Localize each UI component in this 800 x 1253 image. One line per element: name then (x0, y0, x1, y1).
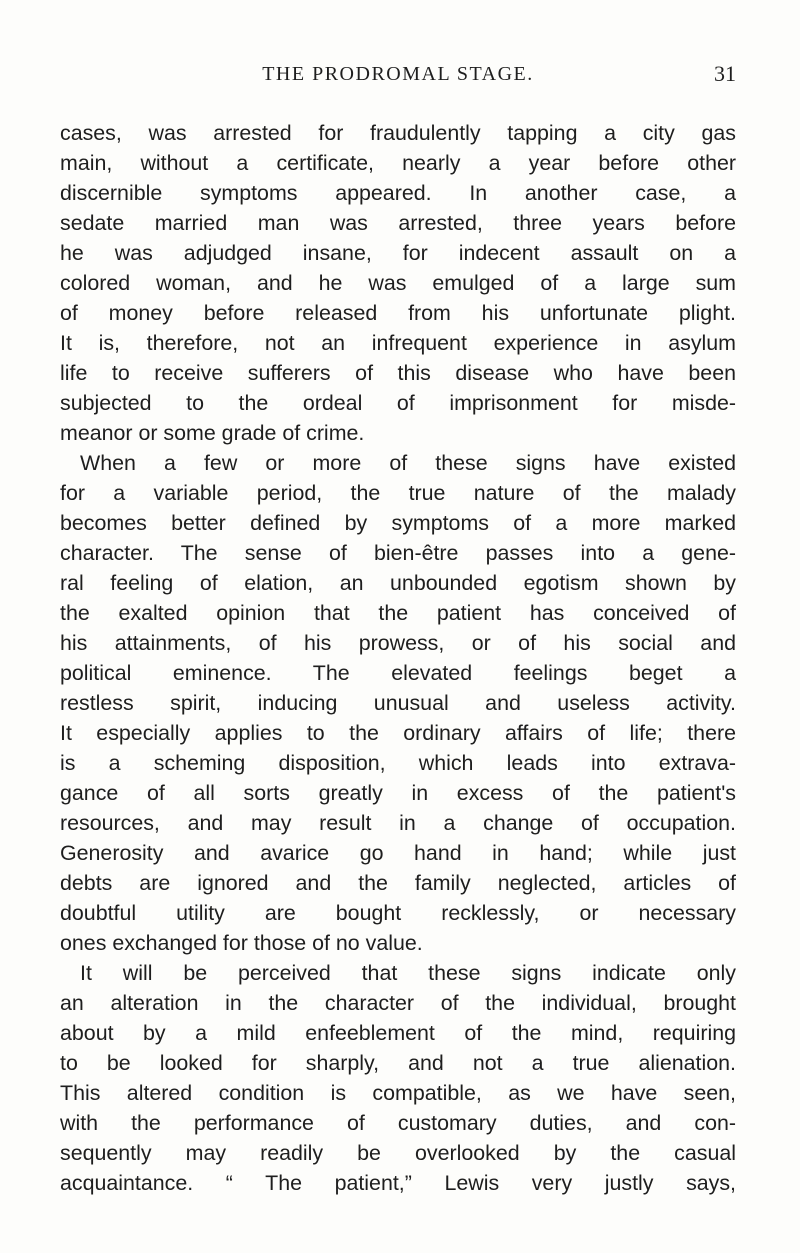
text-line: life to receive sufferers of this disease who have been (60, 361, 736, 385)
text-line: main, without a certificate, nearly a year before other (60, 151, 736, 175)
text-line: It is, therefore, not an infrequent experience in asylum (60, 331, 736, 355)
text-line: he was adjudged insane, for indecent assault on a (60, 241, 736, 265)
text-line: colored woman, and he was emulged of a large sum (60, 271, 736, 295)
text-line: meanor or some grade of crime. (60, 421, 365, 445)
text-line: is a scheming disposition, which leads into extrava- (60, 751, 736, 775)
text-line: It especially applies to the ordinary affairs of life; there (60, 721, 736, 745)
text-line: restless spirit, inducing unusual and useless activity. (60, 691, 736, 715)
chapter-title: THE PRODROMAL STAGE. (262, 63, 534, 85)
text-line: It will be perceived that these signs indicate only (80, 961, 736, 985)
text-line: about by a mild enfeeblement of the mind, requiring (60, 1021, 736, 1045)
page-number: 31 (714, 61, 736, 86)
running-head (60, 62, 736, 96)
text-line: sequently may readily be overlooked by the casual (60, 1141, 736, 1165)
text-line: with the performance of customary duties, and con- (60, 1111, 736, 1135)
text-line: cases, was arrested for fraudulently tapping a city gas (60, 121, 736, 145)
text-line: resources, and may result in a change of occupation. (60, 811, 736, 835)
text-line: becomes better defined by symptoms of a more marked (60, 511, 736, 535)
text-line: When a few or more of these signs have existed (80, 451, 736, 475)
text-line: This altered condition is compatible, as we have seen, (60, 1081, 736, 1105)
text-line: ones exchanged for those of no value. (60, 931, 423, 955)
text-line: an alteration in the character of the individual, brought (60, 991, 736, 1015)
text-line: gance of all sorts greatly in excess of the patient's (60, 781, 736, 805)
text-line: Generosity and avarice go hand in hand; while just (60, 841, 736, 865)
text-line: of money before released from his unfortunate plight. (60, 301, 736, 325)
text-line: acquaintance. “ The patient,” Lewis very justly says, (60, 1171, 736, 1195)
text-line: ral feeling of elation, an unbounded egotism shown by (60, 571, 736, 595)
text-line: discernible symptoms appeared. In another case, a (60, 181, 736, 205)
text-line: the exalted opinion that the patient has conceived of (60, 601, 736, 625)
text-line: his attainments, of his prowess, or of his social and (60, 631, 736, 655)
text-line: subjected to the ordeal of imprisonment for misde- (60, 391, 736, 415)
text-line: debts are ignored and the family neglected, articles of (60, 871, 736, 895)
text-line: to be looked for sharply, and not a true alienation. (60, 1051, 736, 1075)
text-line: sedate married man was arrested, three years before (60, 211, 736, 235)
text-line: for a variable period, the true nature of the malady (60, 481, 736, 505)
text-line: political eminence. The elevated feelings beget a (60, 661, 736, 685)
text-line: doubtful utility are bought recklessly, or necessary (60, 901, 736, 925)
text-line: character. The sense of bien-être passes into a gene- (60, 541, 736, 565)
body-text (60, 118, 736, 1198)
